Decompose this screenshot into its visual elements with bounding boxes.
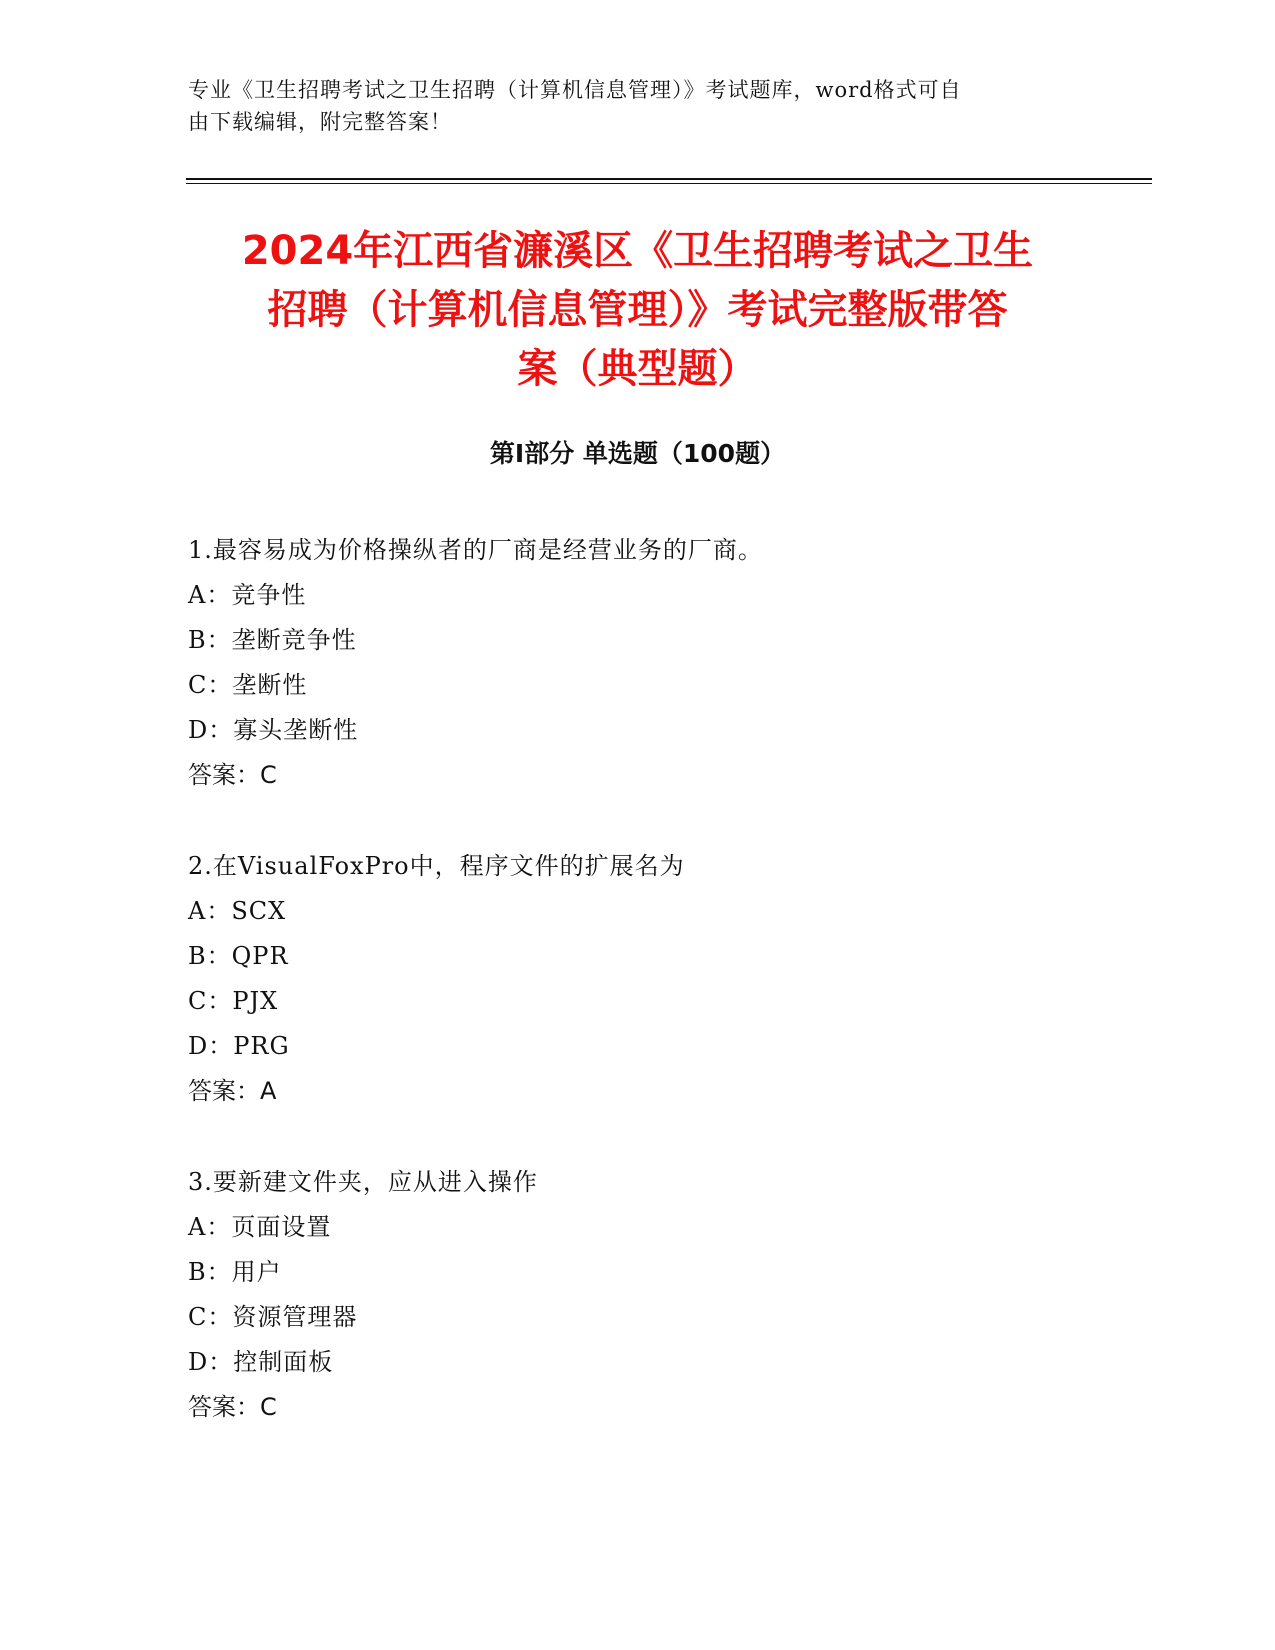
option-c: C：垄断性 — [188, 671, 308, 699]
option-c: C：资源管理器 — [188, 1303, 358, 1331]
header-note-line-1: 专业《卫生招聘考试之卫生招聘（计算机信息管理）》考试题库，word格式可自 — [188, 78, 962, 102]
option-d: D：控制面板 — [188, 1348, 334, 1376]
question-1 — [188, 528, 1088, 798]
title-line-2: 招聘（计算机信息管理）》考试完整版带答 — [267, 287, 1008, 333]
question-answer: 答案：A — [188, 1077, 277, 1105]
option-b: B：用户 — [188, 1258, 282, 1286]
option-c: C：PJX — [188, 987, 279, 1015]
header-divider-thick — [186, 178, 1152, 180]
question-answer: 答案：C — [188, 761, 277, 789]
title-line-3: 案（典型题） — [517, 346, 758, 392]
document-header-note — [188, 74, 1068, 138]
option-b: B：垄断竞争性 — [188, 626, 357, 654]
header-note-line-2: 由下载编辑，附完整答案！ — [188, 110, 452, 134]
question-3 — [188, 1160, 1088, 1430]
title-line-1: 2024年江西省濂溪区《卫生招聘考试之卫生 — [241, 228, 1034, 274]
question-stem: 3.要新建文件夹，应从进入操作 — [188, 1168, 538, 1196]
option-b: B：QPR — [188, 942, 289, 970]
question-list — [188, 528, 1088, 1476]
option-a: A：竞争性 — [188, 581, 307, 609]
option-a: A：SCX — [188, 897, 287, 925]
option-d: D：PRG — [188, 1032, 290, 1060]
option-d: D：寡头垄断性 — [188, 716, 359, 744]
document-title — [170, 222, 1105, 399]
option-a: A：页面设置 — [188, 1213, 332, 1241]
question-2 — [188, 844, 1088, 1114]
question-stem: 2.在VisualFoxPro中，程序文件的扩展名为 — [188, 852, 685, 880]
header-divider-thin — [186, 183, 1152, 184]
section-heading: 第Ⅰ部分 单选题（100题） — [489, 439, 786, 468]
question-answer: 答案：C — [188, 1393, 277, 1421]
question-stem: 1.最容易成为价格操纵者的厂商是经营业务的厂商。 — [188, 536, 763, 564]
